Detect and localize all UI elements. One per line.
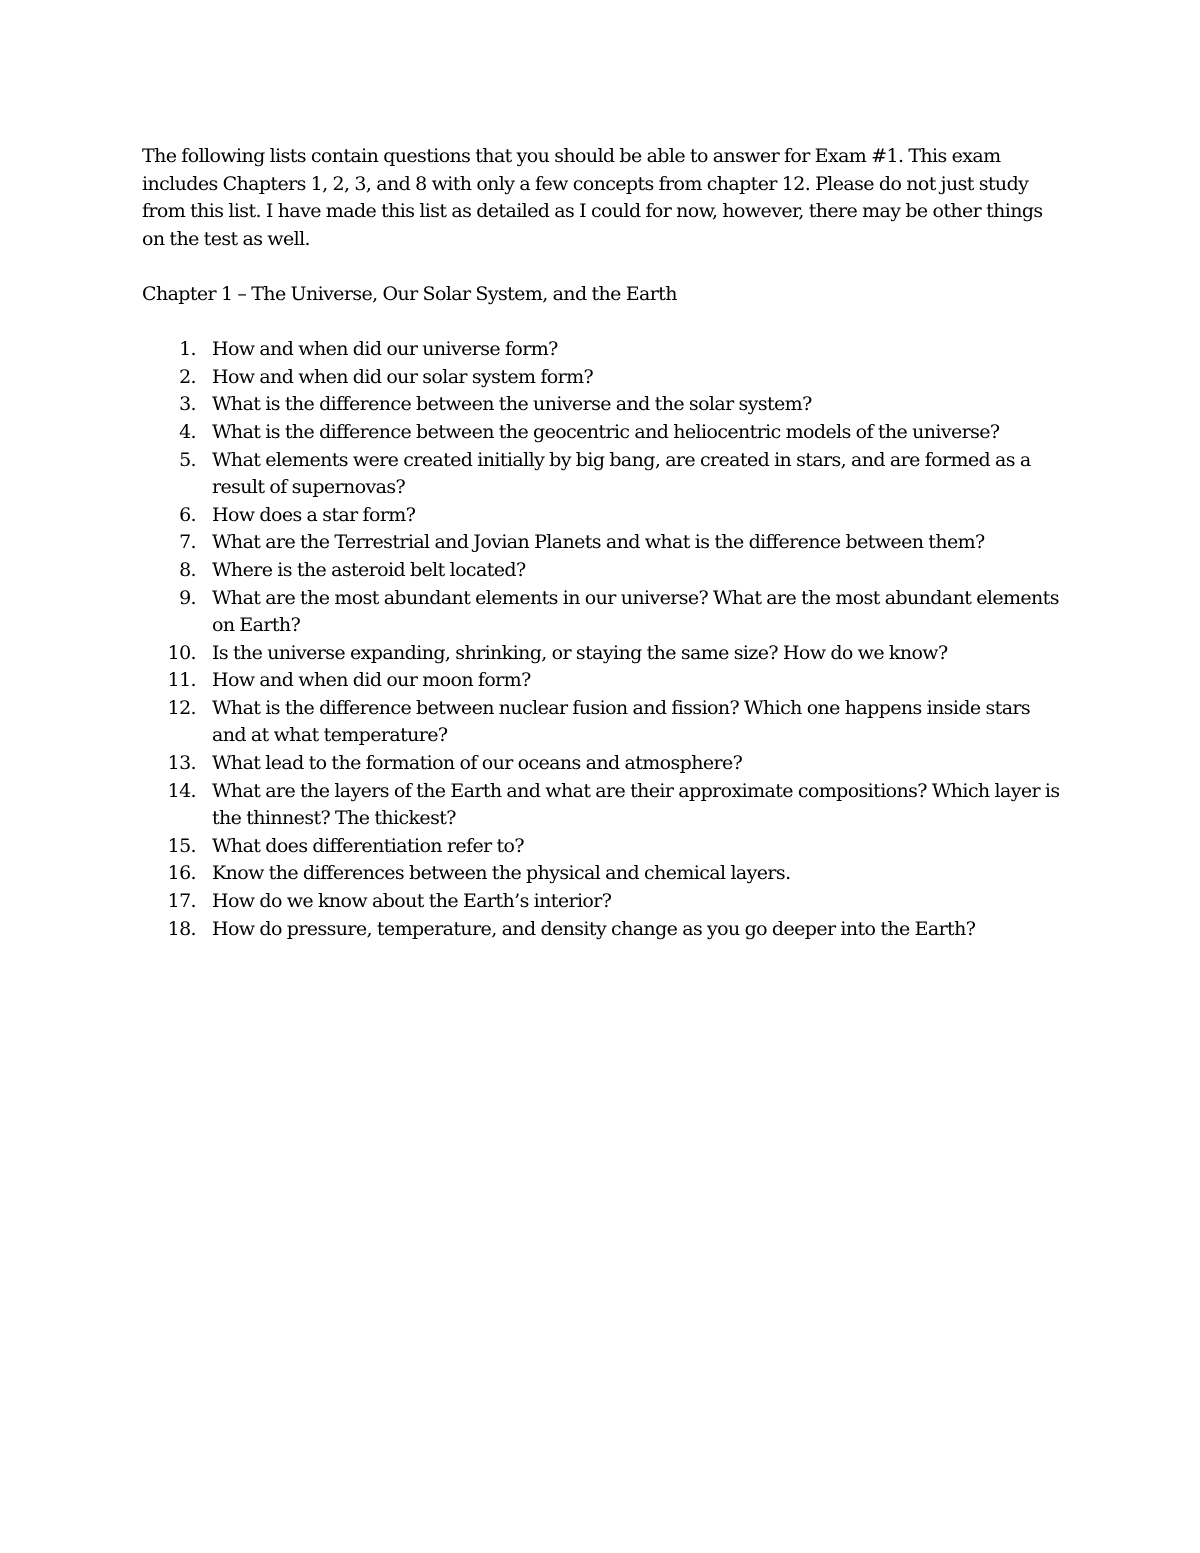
question-item <box>142 888 1062 916</box>
question-text: How and when did our universe form? <box>212 338 558 361</box>
question-number: 18. <box>167 917 196 940</box>
question-item <box>142 529 1062 557</box>
question-item <box>142 557 1062 585</box>
question-text: What is the difference between nuclear fusion and fission? Which one happens inside stars and at what temperature? <box>212 696 1031 747</box>
question-text: How do we know about the Earth’s interior? <box>212 890 612 913</box>
question-item <box>142 364 1062 392</box>
question-item <box>142 778 1062 833</box>
question-text: How and when did our moon form? <box>212 669 531 692</box>
question-text: What lead to the formation of our oceans and atmosphere? <box>212 752 743 775</box>
question-number: 3. <box>179 393 196 416</box>
question-list <box>142 336 1062 943</box>
chapter-heading: Chapter 1 – The Universe, Our Solar System, and the Earth <box>142 282 677 305</box>
question-item <box>142 695 1062 750</box>
question-number: 12. <box>167 696 196 719</box>
question-text: What are the most abundant elements in our universe? What are the most abundant elements on Earth? <box>212 586 1059 637</box>
intro-paragraph: The following lists contain questions that you should be able to answer for Exam #1. This exam includes Chapters 1, 2, 3, and 8 with only a few concepts from chapter 12. Please do not just study from this list. I have made this list as detailed as I could for now, however, there may be other things on the test as well. <box>142 145 1043 250</box>
question-number: 11. <box>167 669 196 692</box>
question-number: 14. <box>167 779 196 802</box>
question-item <box>142 391 1062 419</box>
question-text: What is the difference between the universe and the solar system? <box>212 393 812 416</box>
question-text: How does a star form? <box>212 503 416 526</box>
question-item <box>142 419 1062 447</box>
question-text: Where is the asteroid belt located? <box>212 558 526 581</box>
question-item <box>142 860 1062 888</box>
question-text: What is the difference between the geocentric and heliocentric models of the universe? <box>212 420 1000 443</box>
question-text: Know the differences between the physical and chemical layers. <box>212 862 791 885</box>
question-number: 1. <box>179 338 196 361</box>
question-item <box>142 585 1062 640</box>
question-item <box>142 667 1062 695</box>
question-number: 17. <box>167 890 196 913</box>
question-number: 15. <box>167 834 196 857</box>
question-item <box>142 916 1062 944</box>
question-text: What are the layers of the Earth and what are their approximate compositions? Which layer is the thinnest? The thickest? <box>212 779 1060 830</box>
question-item <box>142 640 1062 668</box>
question-number: 13. <box>167 752 196 775</box>
question-item <box>142 833 1062 861</box>
question-text: What does differentiation refer to? <box>212 834 524 857</box>
question-number: 7. <box>179 531 196 554</box>
question-item <box>142 502 1062 530</box>
question-number: 9. <box>179 586 196 609</box>
question-text: What elements were created initially by big bang, are created in stars, and are formed as a result of supernovas? <box>212 448 1031 499</box>
question-number: 10. <box>167 641 196 664</box>
question-text: Is the universe expanding, shrinking, or staying the same size? How do we know? <box>212 641 948 664</box>
question-number: 5. <box>179 448 196 471</box>
question-text: How and when did our solar system form? <box>212 365 594 388</box>
question-text: How do pressure, temperature, and density change as you go deeper into the Earth? <box>212 917 976 940</box>
question-item <box>142 447 1062 502</box>
question-text: What are the Terrestrial and Jovian Planets and what is the difference between them? <box>212 531 985 554</box>
question-number: 8. <box>179 558 196 581</box>
question-number: 2. <box>179 365 196 388</box>
question-item <box>142 750 1062 778</box>
question-item <box>142 336 1062 364</box>
document-body <box>142 143 1062 943</box>
question-number: 4. <box>179 420 196 443</box>
question-number: 16. <box>167 862 196 885</box>
question-number: 6. <box>179 503 196 526</box>
